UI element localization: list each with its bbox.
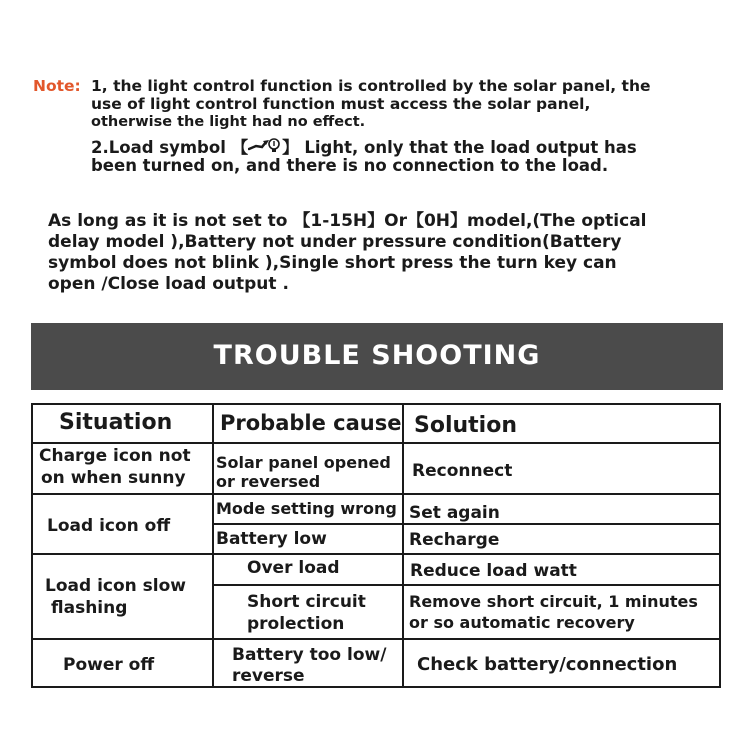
- row3-cause-a: Over load: [247, 558, 340, 578]
- note-line-4: [91, 137, 637, 157]
- row4-cause-2: reverse: [232, 666, 305, 686]
- row3-situation-1: Load icon slow: [45, 576, 187, 596]
- load-symbol-icon: [248, 137, 282, 157]
- note-line-5: been turned on, and there is no connection to the load.: [91, 156, 609, 175]
- bracket-close: 】: [282, 138, 299, 157]
- col-divider-1: [212, 405, 214, 686]
- row3-solution-b-1: Remove short circuit, 1 minutes: [409, 592, 698, 611]
- instruction-paragraph: [48, 211, 738, 295]
- row3-cause-b-2: prolection: [247, 614, 345, 634]
- bracket-open: 【: [231, 138, 249, 157]
- row2-cause-b: Battery low: [216, 529, 327, 549]
- row1-solution: Reconnect: [412, 461, 513, 481]
- paragraph-line-2: delay model ),Battery not under pressure condition(Battery: [48, 232, 622, 252]
- row3-solution-b-2: or so automatic recovery: [409, 613, 635, 632]
- note-line-2: use of light control function must access the solar panel,: [91, 95, 591, 113]
- load-symbol-desc: Light, only that the load output has: [304, 138, 637, 157]
- paragraph-line-4: open /Close load output .: [48, 274, 289, 294]
- row-divider-3a: [214, 584, 719, 586]
- paragraph-line-3: symbol does not blink ),Single short press the turn key can: [48, 253, 617, 273]
- row2-solution-b: Recharge: [409, 530, 500, 550]
- load-symbol-text: 2.Load symbol: [91, 138, 226, 157]
- section-banner: [31, 323, 723, 390]
- row2-solution-a: Set again: [409, 503, 500, 523]
- row4-solution: Check battery/connection: [417, 654, 678, 675]
- row-divider-2: [33, 553, 719, 555]
- row3-cause-b-1: Short circuit: [247, 592, 366, 612]
- header-solution: Solution: [414, 413, 517, 438]
- note-line-1: 1, the light control function is controlled by the solar panel, the: [91, 77, 651, 95]
- row4-cause-1: Battery too low/: [232, 645, 387, 665]
- row-divider-1: [33, 493, 719, 495]
- note-label: Note:: [33, 77, 81, 95]
- row-divider-3: [33, 638, 719, 640]
- row1-situation-2: on when sunny: [41, 468, 186, 488]
- row2-cause-a: Mode setting wrong: [216, 499, 397, 518]
- row-divider-2a: [214, 523, 719, 525]
- row-divider-header: [33, 442, 719, 444]
- note-line-3: otherwise the light had no effect.: [91, 114, 366, 130]
- row1-situation-1: Charge icon not: [39, 446, 191, 466]
- header-situation: Situation: [59, 410, 173, 435]
- row3-solution-a: Reduce load watt: [410, 561, 577, 581]
- header-cause: Probable cause: [220, 411, 402, 435]
- paragraph-line-1: As long as it is not set to 【1-15H】Or【0H】model,(The optical: [48, 211, 647, 231]
- row2-situation: Load icon off: [47, 516, 171, 536]
- row1-cause-2: or reversed: [216, 472, 321, 491]
- row3-situation-2: flashing: [51, 598, 128, 618]
- banner-title: TROUBLE SHOOTING: [213, 340, 541, 371]
- row4-situation: Power off: [63, 655, 155, 675]
- col-divider-2: [402, 405, 404, 686]
- row1-cause-1: Solar panel opened: [216, 453, 391, 472]
- troubleshooting-table: [31, 403, 721, 688]
